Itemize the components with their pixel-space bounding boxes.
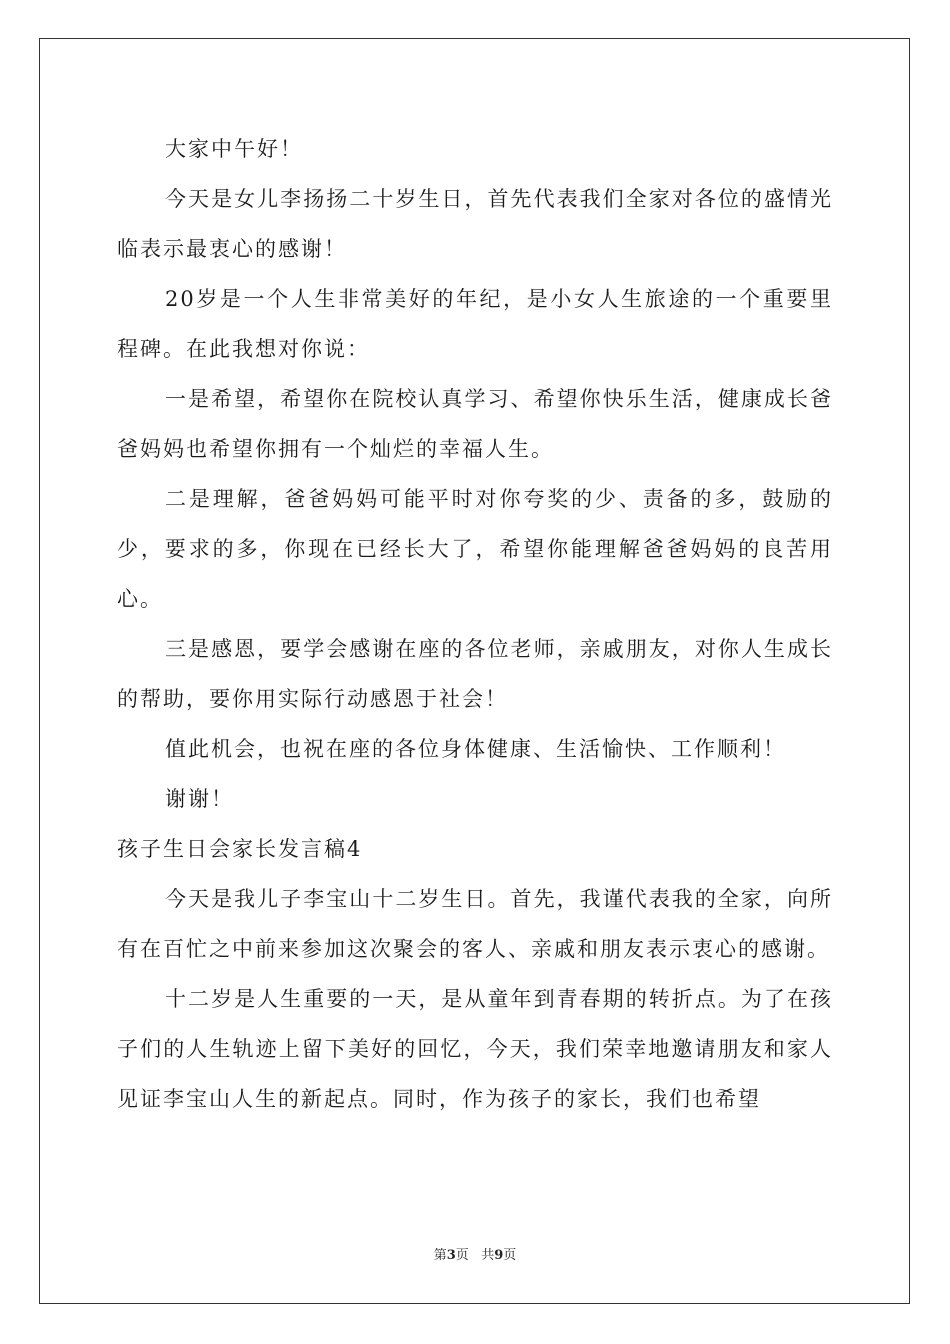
page-footer (0, 1246, 950, 1266)
paragraph-greeting: 大家中午好！ (165, 137, 303, 161)
total-prefix: 共 (481, 1248, 495, 1263)
paragraph: 今天是我儿子李宝山十二岁生日。首先，我谨代表我的全家，向所有在百忙之中前来参加这次聚会的客人、亲戚和朋友表示衷心的感谢。 (117, 887, 833, 961)
paragraph: 今天是女儿李扬扬二十岁生日，首先代表我们全家对各位的盛情光临表示最衷心的感谢！ (117, 187, 833, 261)
total-suffix: 页 (503, 1248, 517, 1263)
section-heading: 孩子生日会家长发言稿4 (117, 837, 363, 861)
page-prefix: 第 (433, 1248, 447, 1263)
paragraph: 20岁是一个人生非常美好的年纪，是小女人生旅途的一个重要里程碑。在此我想对你说： (117, 287, 833, 361)
paragraph: 十二岁是人生重要的一天，是从童年到青春期的转折点。为了在孩子们的人生轨迹上留下美好的回忆，今天，我们荣幸地邀请朋友和家人见证李宝山人生的新起点。同时，作为孩子的家长，我们也希望 (117, 987, 833, 1111)
paragraph: 三是感恩，要学会感谢在座的各位老师，亲戚朋友，对你人生成长的帮助，要你用实际行动感恩于社会！ (117, 637, 833, 711)
paragraph-thanks: 谢谢！ (165, 787, 234, 811)
current-page-number: 3 (446, 1248, 456, 1263)
paragraph: 一是希望，希望你在院校认真学习、希望你快乐生活，健康成长爸爸妈妈也希望你拥有一个灿烂的幸福人生。 (117, 387, 833, 461)
total-page-number: 9 (494, 1248, 504, 1263)
paragraph: 值此机会，也祝在座的各位身体健康、生活愉快、工作顺利！ (165, 737, 786, 761)
page-suffix: 页 (455, 1248, 469, 1263)
document-body (117, 124, 833, 1124)
paragraph: 二是理解，爸爸妈妈可能平时对你夸奖的少、责备的多，鼓励的少，要求的多，你现在已经长大了，希望你能理解爸爸妈妈的良苦用心。 (117, 487, 833, 611)
